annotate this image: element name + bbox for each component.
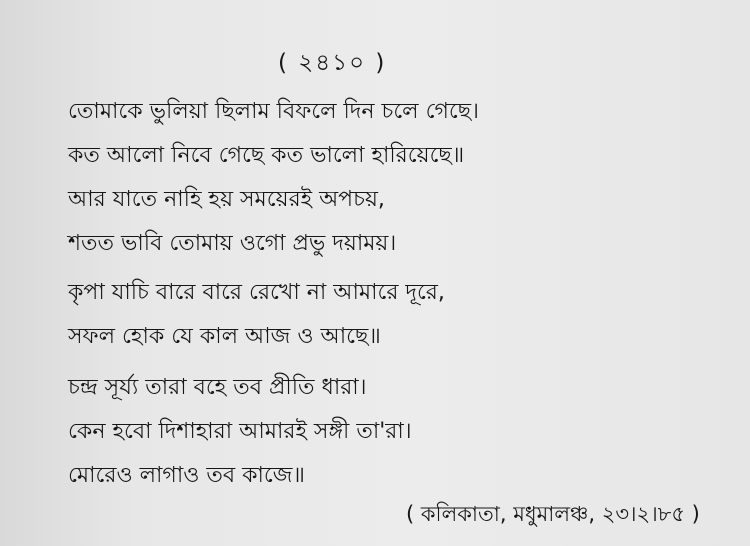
stanza-1-line-2: কত আলো নিবে গেছে কত ভালো হারিয়েছে॥ [68,143,465,168]
stanza-1-line-3: আর যাতে নাহি হয় সময়েরই অপচয়, [68,187,385,212]
stanza-2-line-2: সফল হোক যে কাল আজ ও আছে॥ [68,324,381,349]
stanza-1-line-4: শতত ভাবি তোমায় ওগো প্রভু দয়াময়। [68,231,397,256]
stanza-3-line-3: মোরেও লাগাও তব কাজে॥ [68,463,305,488]
stanza-1-line-1: তোমাকে ভুলিয়া ছিলাম বিফলে দিন চলে গেছে। [68,99,479,124]
stanza-3-line-1: চন্দ্র সূর্য্য তারা বহে তব প্রীতি ধারা। [68,375,367,400]
stanza-2 [68,271,445,359]
stanza-3-line-2: কেন হবো দিশাহারা আমারই সঙ্গী তা'রা। [68,419,412,444]
stanza-1 [68,90,479,266]
place-date-signature: ( কলিকাতা, মধুমালঞ্চ, ২৩।২।৮৫ ) [406,502,700,526]
poem-number: ( ২৪১০ ) [278,50,387,76]
stanza-2-line-1: কৃপা যাচি বারে বারে রেখো না আমারে দূরে, [68,280,445,305]
stanza-3 [68,366,412,498]
